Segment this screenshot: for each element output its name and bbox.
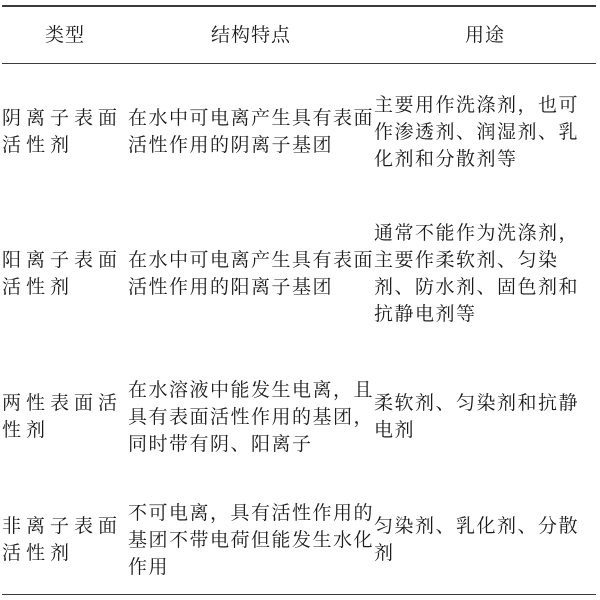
cell-structure bbox=[128, 486, 374, 595]
cell-structure-text: 在水中可电离产生具有表面活性作用的阳离子基团 bbox=[128, 249, 375, 298]
cell-structure bbox=[128, 200, 374, 348]
cell-use bbox=[374, 200, 596, 348]
header-structure: 结构特点 bbox=[128, 6, 374, 64]
cell-type bbox=[2, 486, 128, 595]
cell-structure bbox=[128, 64, 374, 201]
table-body bbox=[2, 64, 596, 595]
cell-type-text: 非离子表面活性剂 bbox=[2, 515, 123, 564]
cell-use-text: 主要用作洗涤剂，也可作渗透剂、润湿剂、乳化剂和分散剂等 bbox=[374, 93, 580, 170]
cell-use bbox=[374, 64, 596, 201]
surfactant-classification-table bbox=[2, 5, 596, 595]
cell-use bbox=[374, 348, 596, 486]
cell-type bbox=[2, 64, 128, 201]
header-row bbox=[2, 6, 596, 64]
cell-use bbox=[374, 486, 596, 595]
cell-structure bbox=[128, 348, 374, 486]
header-type: 类型 bbox=[2, 6, 128, 64]
cell-structure-text: 在水溶液中能发生电离，且具有表面活性作用的基团，同时带有阴、阳离子 bbox=[128, 378, 375, 455]
cell-type bbox=[2, 200, 128, 348]
table-row-cationic bbox=[2, 200, 596, 348]
cell-use-text: 匀染剂、乳化剂、分散剂 bbox=[374, 515, 580, 564]
table-row-anionic bbox=[2, 64, 596, 201]
cell-structure-text: 不可电离，具有活性作用的基团不带电荷但能发生水化作用 bbox=[128, 501, 375, 578]
cell-type-text: 阳离子表面活性剂 bbox=[2, 249, 123, 298]
cell-use-text: 柔软剂、匀染剂和抗静电剂 bbox=[374, 392, 580, 441]
cell-type-text: 两性表面活性剂 bbox=[2, 392, 123, 441]
cell-use-text: 通常不能作为洗涤剂，主要作柔软剂、匀染剂、防水剂、固色剂和抗静电剂等 bbox=[374, 222, 580, 325]
cell-structure-text: 在水中可电离产生具有表面活性作用的阴离子基团 bbox=[128, 107, 375, 156]
table-row-amphoteric bbox=[2, 348, 596, 486]
cell-type bbox=[2, 348, 128, 486]
cell-type-text: 阴离子表面活性剂 bbox=[2, 107, 123, 156]
table-header bbox=[2, 6, 596, 64]
header-use: 用途 bbox=[374, 6, 596, 64]
table-row-nonionic bbox=[2, 486, 596, 595]
